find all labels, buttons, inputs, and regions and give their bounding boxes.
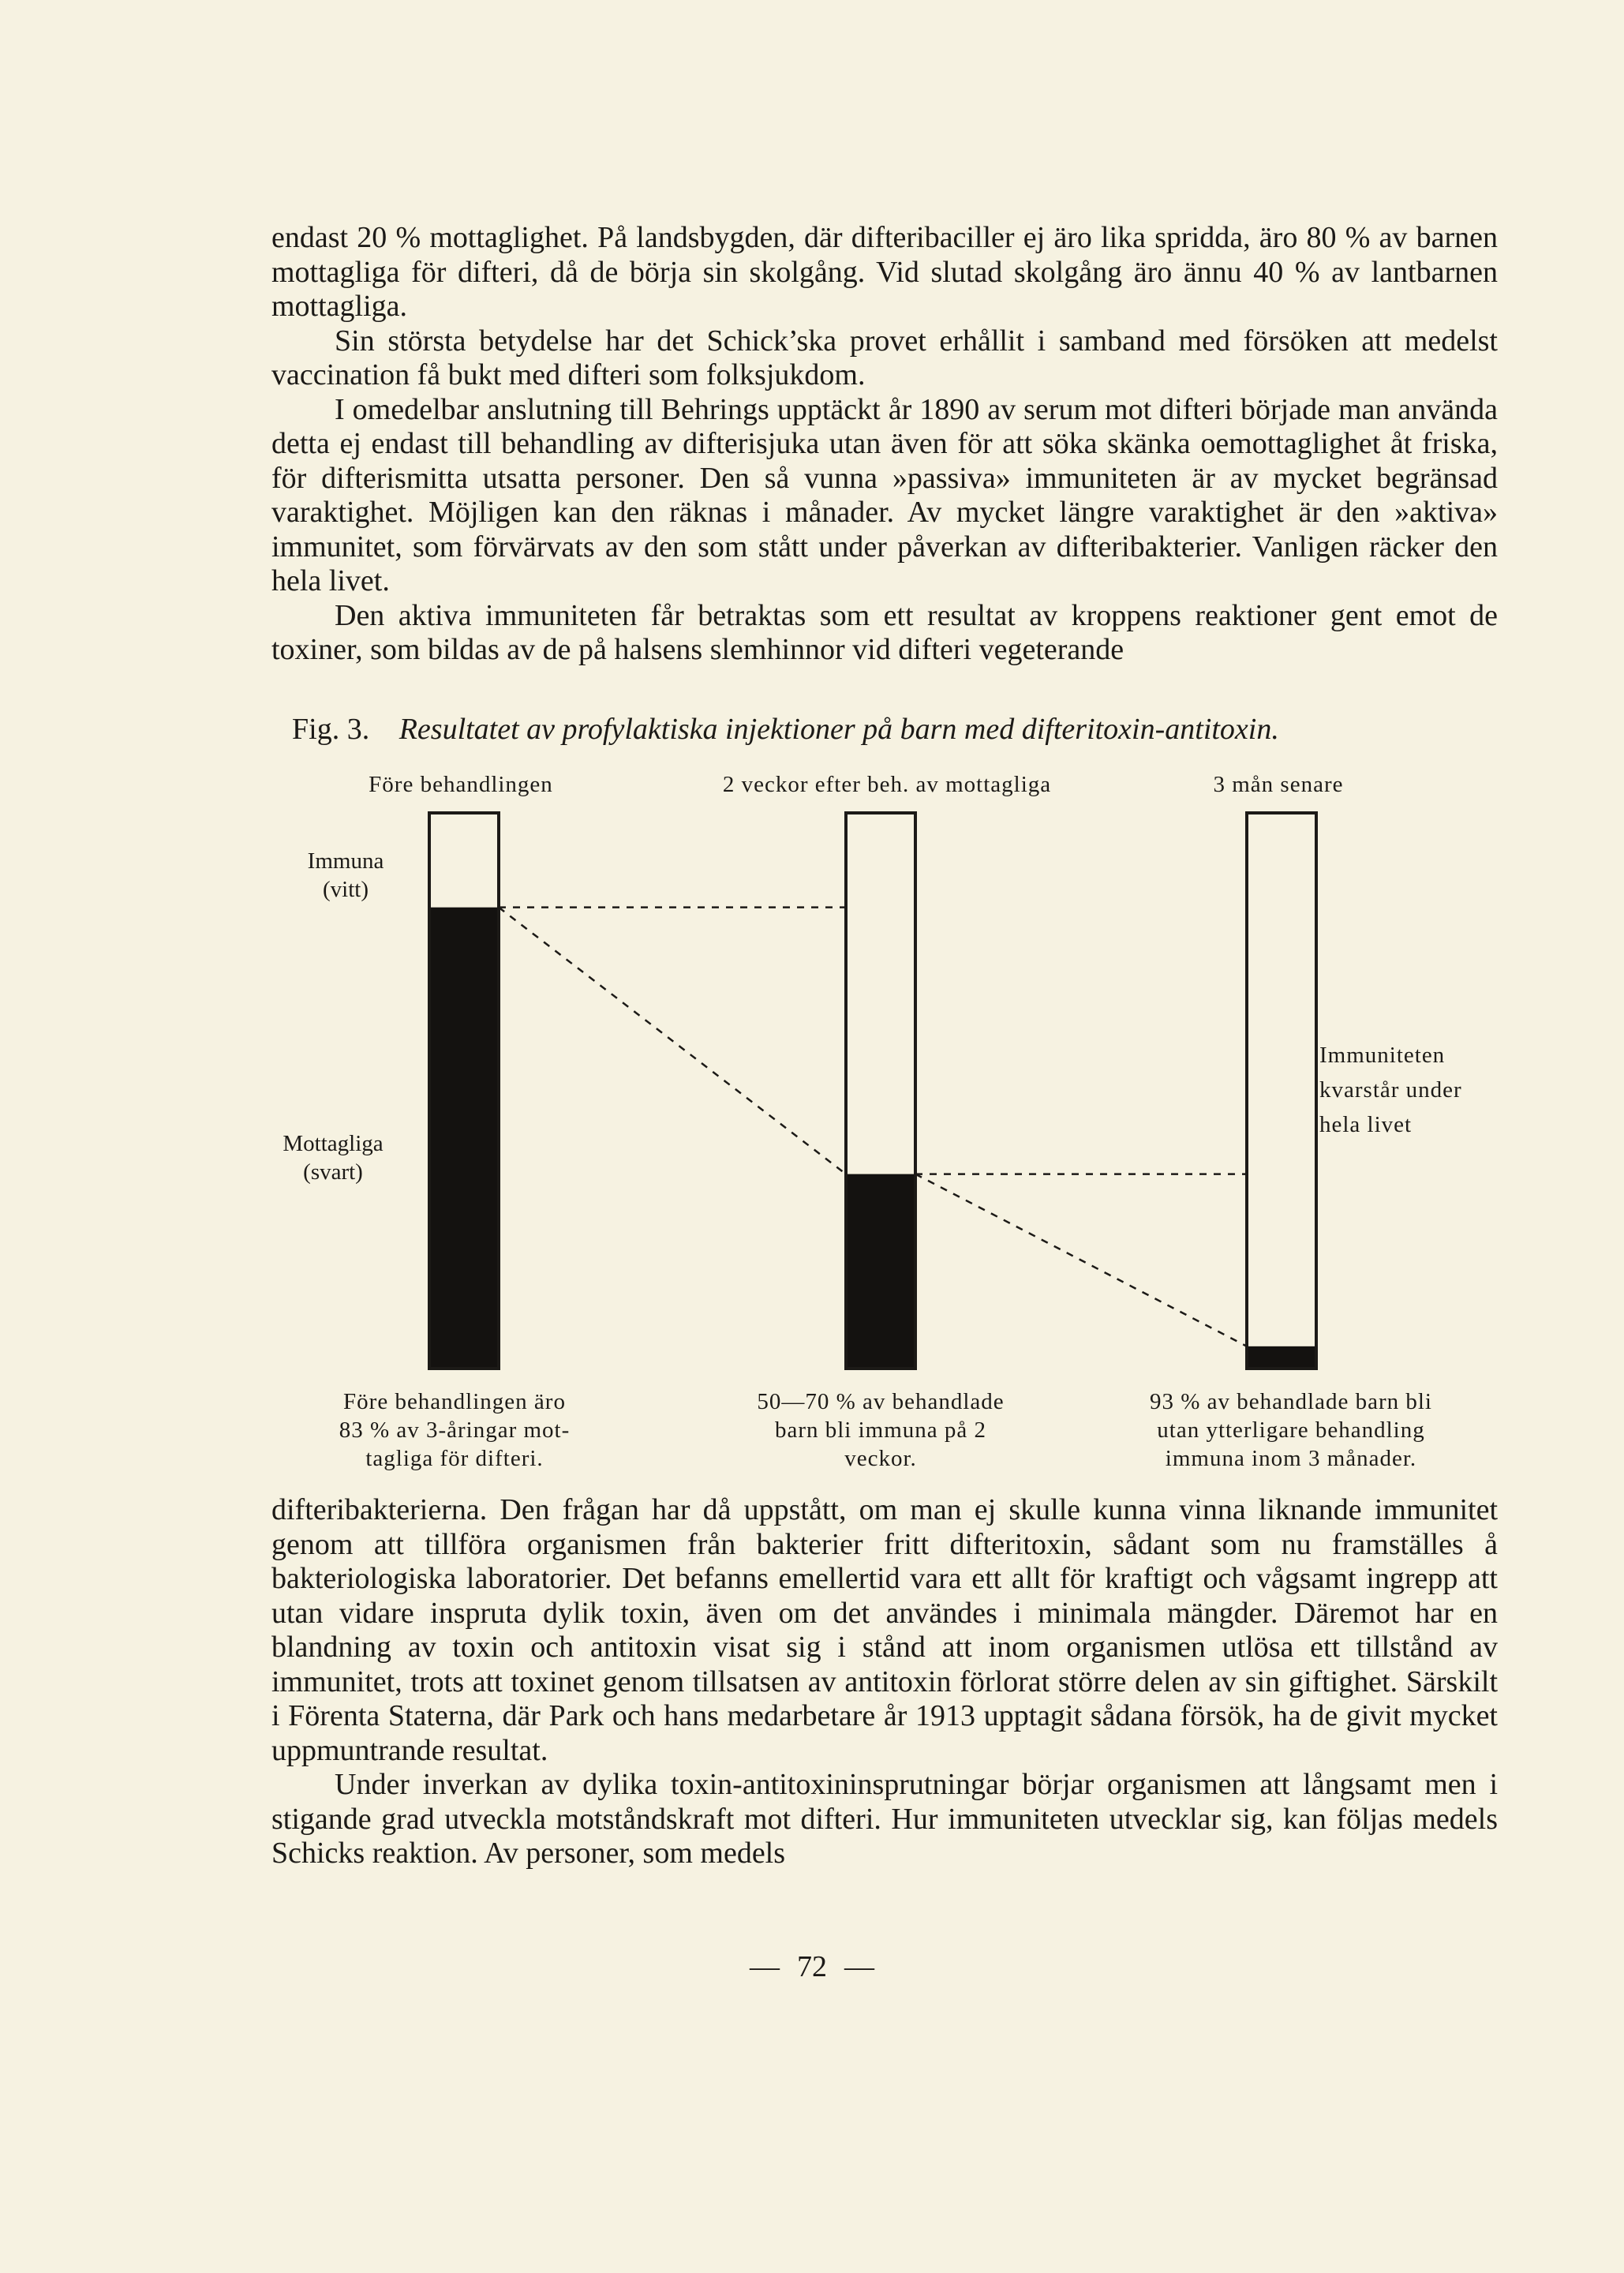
body-text-bottom [271,1493,1498,1871]
paragraph: Sin största betydelse har det Schick’ska provet erhållit i samband med försöken att medelst vaccination få bukt med difteri som folksjukdom. [271,324,1498,391]
bar-caption-line: veckor. [844,1446,917,1471]
paragraph: endast 20 % mottaglighet. På landsbygden, där difteribaciller ej äro lika spridda, äro 80 % av barnen mottagliga för difteri, då de börja sin skolgång. Vid slutad skolgång äro ännu 40 % av lantbarnen mottagliga. [271,221,1498,323]
column-header: 3 mån senare [1213,772,1344,797]
right-annotation: hela livet [1319,1112,1413,1137]
connector-diagonal [499,908,846,1174]
bar-caption-line: Före behandlingen äro [343,1389,566,1414]
legend-immune-label: Immuna [307,848,384,874]
page-number: — 72 — [750,1950,874,1983]
legend-susceptible-label: Mottagliga [283,1131,384,1156]
bar-caption-line: 83 % av 3-åringar mot- [339,1417,571,1443]
legend-immune-label: (vitt) [323,877,369,902]
bar-caption-line: tagliga för difteri. [365,1446,544,1471]
bar-outline [1247,813,1316,1369]
paragraph: difteribakterierna. Den frågan har då uppstått, om man ej skulle kunna vinna liknande immunitet genom att tillföra organismen från bakterier fritt difteritoxin, sådant som nu framställes å bakteriologiska laboratorier. Det befanns emellertid vara ett allt för kraftigt och vågsamt ingrepp att utan vidare inspruta dylik toxin, även om det användes i minimala mängder. Däremot har en blandning av toxin och antitoxin visat sig i stånd att inom organismen utlösa ett tillstånd av immunitet, trots att toxinet genom tillsatsen av antitoxin förlorat större delen av sin giftighet. Särskilt i Förenta Staterna, där Park och hans medarbetare år 1913 upptagit sådana försök, ha de givit mycket uppmuntrande resultat. [271,1493,1498,1767]
bar-immune-segment [1247,813,1316,1346]
bar-caption-line: 93 % av behandlade barn bli [1150,1389,1432,1414]
column-header: 2 veckor efter beh. av mottagliga [722,772,1052,797]
bar-immune-segment [846,813,915,1174]
bar-caption-line: 50—70 % av behandlade [757,1389,1005,1414]
bar-susceptible-segment [429,908,499,1369]
figure-label: Fig. 3. [292,713,370,746]
paragraph: Den aktiva immuniteten får betraktas som ett resultat av kroppens reaktioner gent emot de toxiner, som bildas av de på halsens slemhinnor vid difteri vegeterande [271,598,1498,666]
bar-immune-segment [429,813,499,908]
bar-caption-line: barn bli immuna på 2 [774,1417,987,1443]
bar-caption-line: utan ytterligare behandling [1157,1417,1425,1443]
right-annotation: kvarstår under [1319,1077,1462,1103]
paragraph: I omedelbar anslutning till Behrings upptäckt år 1890 av serum mot difteri började man använda detta ej endast till behandling av difterisjuka utan även för att söka skänka oemottaglighet åt friska, för difterismitta utsatta personer. Den så vunna »passiva» immuniteten är av mycket begränsad varaktighet. Möjligen kan den räknas i månader. Av mycket längre varaktighet är den »aktiva» immunitet, som förvärvats av den som stått under påverkan av difteribakterier. Vanligen räcker den hela livet. [271,392,1498,597]
column-header: Före behandlingen [369,772,553,797]
paragraph: Under inverkan av dylika toxin-antitoxininsprutningar börjar organismen att långsamt men i stigande grad utveckla motståndskraft mot difteri. Hur immuniteten utvecklar sig, kan följas medels Schicks reaktion. Av personer, som medels [271,1768,1498,1870]
figure-title: Resultatet av profylaktiska injektioner på barn med difteritoxin-antitoxin. [399,713,1279,746]
right-annotation: Immuniteten [1319,1043,1446,1068]
connector-diagonal [915,1174,1247,1346]
bar-caption-line: immuna inom 3 månader. [1165,1446,1417,1471]
bar-susceptible-segment [1247,1346,1316,1369]
bar-susceptible-segment [846,1174,915,1369]
legend-susceptible-label: (svart) [303,1159,363,1185]
